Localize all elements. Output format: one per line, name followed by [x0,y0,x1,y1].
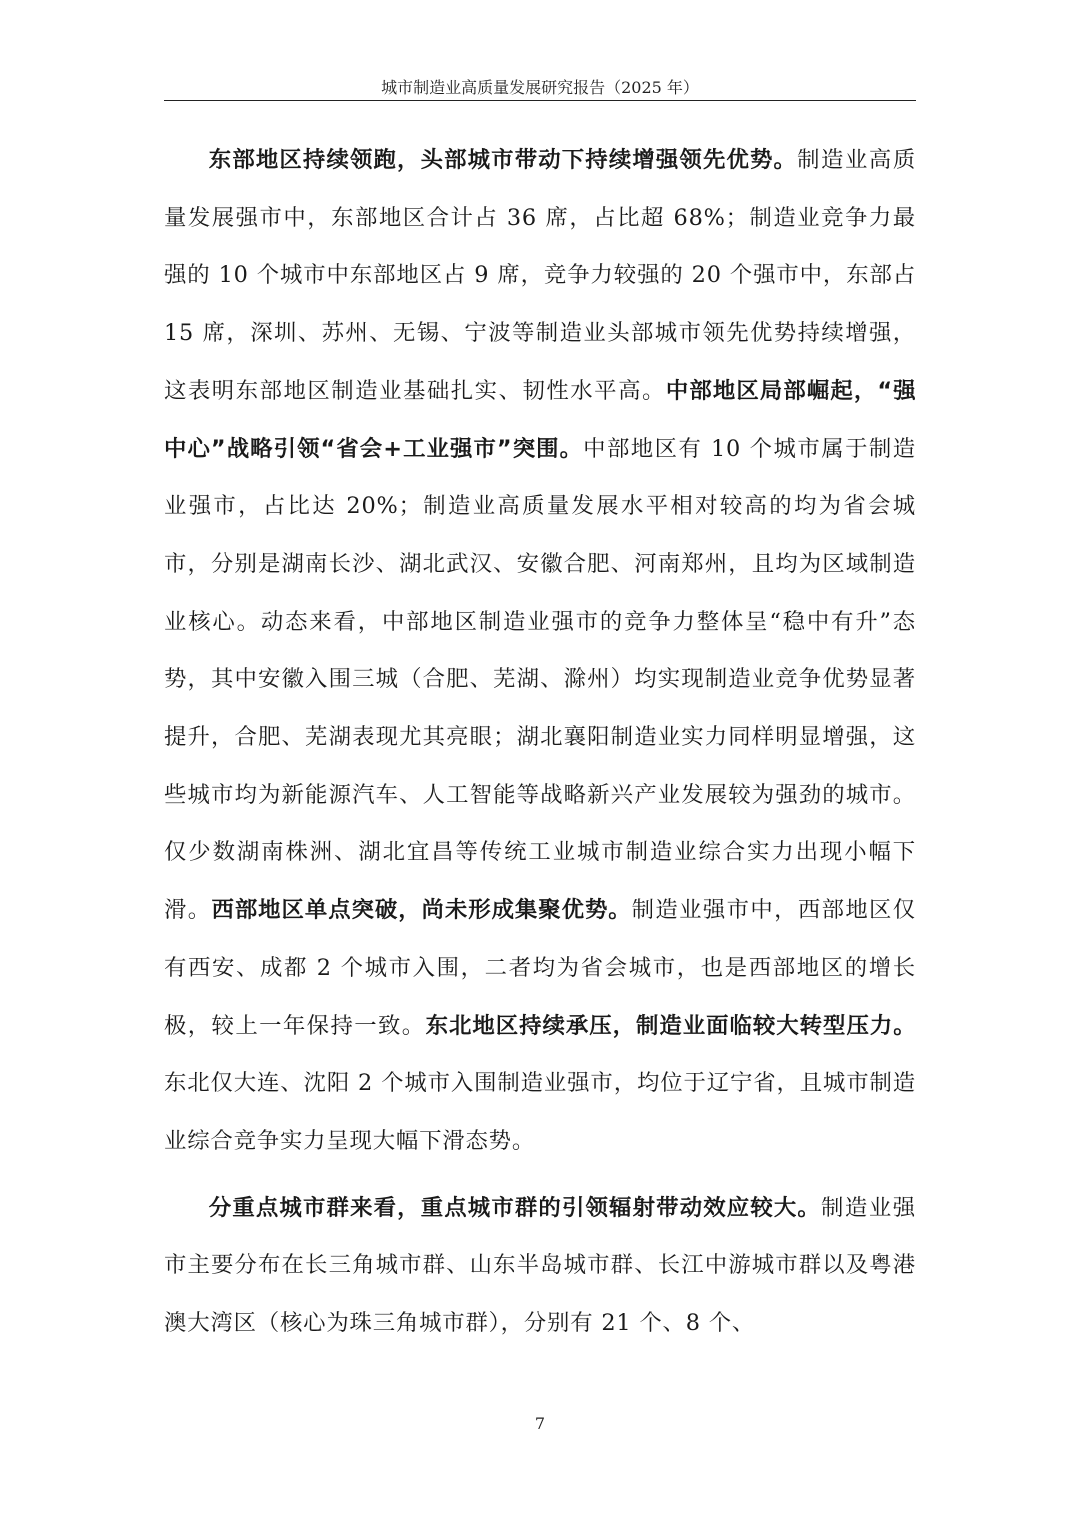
page-header: 城市制造业高质量发展研究报告（2025 年） [381,78,699,97]
heading-city-clusters: 分重点城市群来看，重点城市群的引领辐射带动效应较大。 [208,1194,821,1221]
paragraph-regional-analysis [164,132,916,1171]
heading-west-region: 西部地区单点突破，尚未形成集聚优势。 [211,897,632,924]
text-west-region: 制造业强市中，西部地区仅有西安、成都 2 个城市入围，二者均为省会城市，也是西部地区的增长极，较上一年保持一致。 [164,897,916,1039]
heading-central-region: 中部地区局部崛起，“强中心”战略引领“省会+工业强市”突围。 [164,377,916,462]
header-divider [164,100,916,101]
heading-northeast-region: 东北地区持续承压，制造业面临较大转型压力。 [425,1012,916,1039]
page-number: 7 [534,1414,546,1433]
text-central-region: 中部地区有 10 个城市属于制造业强市，占比达 20%；制造业高质量发展水平相对较高的均为省会城市，分别是湖南长沙、湖北武汉、安徽合肥、河南郑州，且均为区域制造业核心。动态来看，中部地区制造业强市的竞争力整体呈“稳中有升”态势，其中安徽入围三城（合肥、芜湖、滁州）均实现制造业竞争优势显著提升，合肥、芜湖表现尤其亮眼；湖北襄阳制造业实力同样明显增强，这些城市均为新能源汽车、人工智能等战略新兴产业发展较为强劲的城市。仅少数湖南株洲、湖北宜昌等传统工业城市制造业综合实力出现小幅下滑。 [164,435,916,924]
paragraph-city-clusters [164,1180,916,1353]
text-east-region: 制造业高质量发展强市中，东部地区合计占 36 席，占比超 68%；制造业竞争力最强的 10 个城市中东部地区占 9 席，竞争力较强的 20 个强市中，东部占 15 席，深圳、苏州、无锡、宁波等制造业头部城市领先优势持续增强，这表明东部地区制造业基础扎实、韧性水平高。 [164,147,917,404]
text-northeast-region: 东北仅大连、沈阳 2 个城市入围制造业强市，均位于辽宁省，且城市制造业综合竞争实力呈现大幅下滑态势。 [164,1070,916,1154]
body-text [164,132,916,1353]
heading-east-region: 东部地区持续领跑，头部城市带动下持续增强领先优势。 [208,147,798,173]
text-city-clusters: 制造业强市主要分布在长三角城市群、山东半岛城市群、长江中游城市群以及粤港澳大湾区（核心为珠三角城市群），分别有 21 个、8 个、 [164,1194,916,1337]
